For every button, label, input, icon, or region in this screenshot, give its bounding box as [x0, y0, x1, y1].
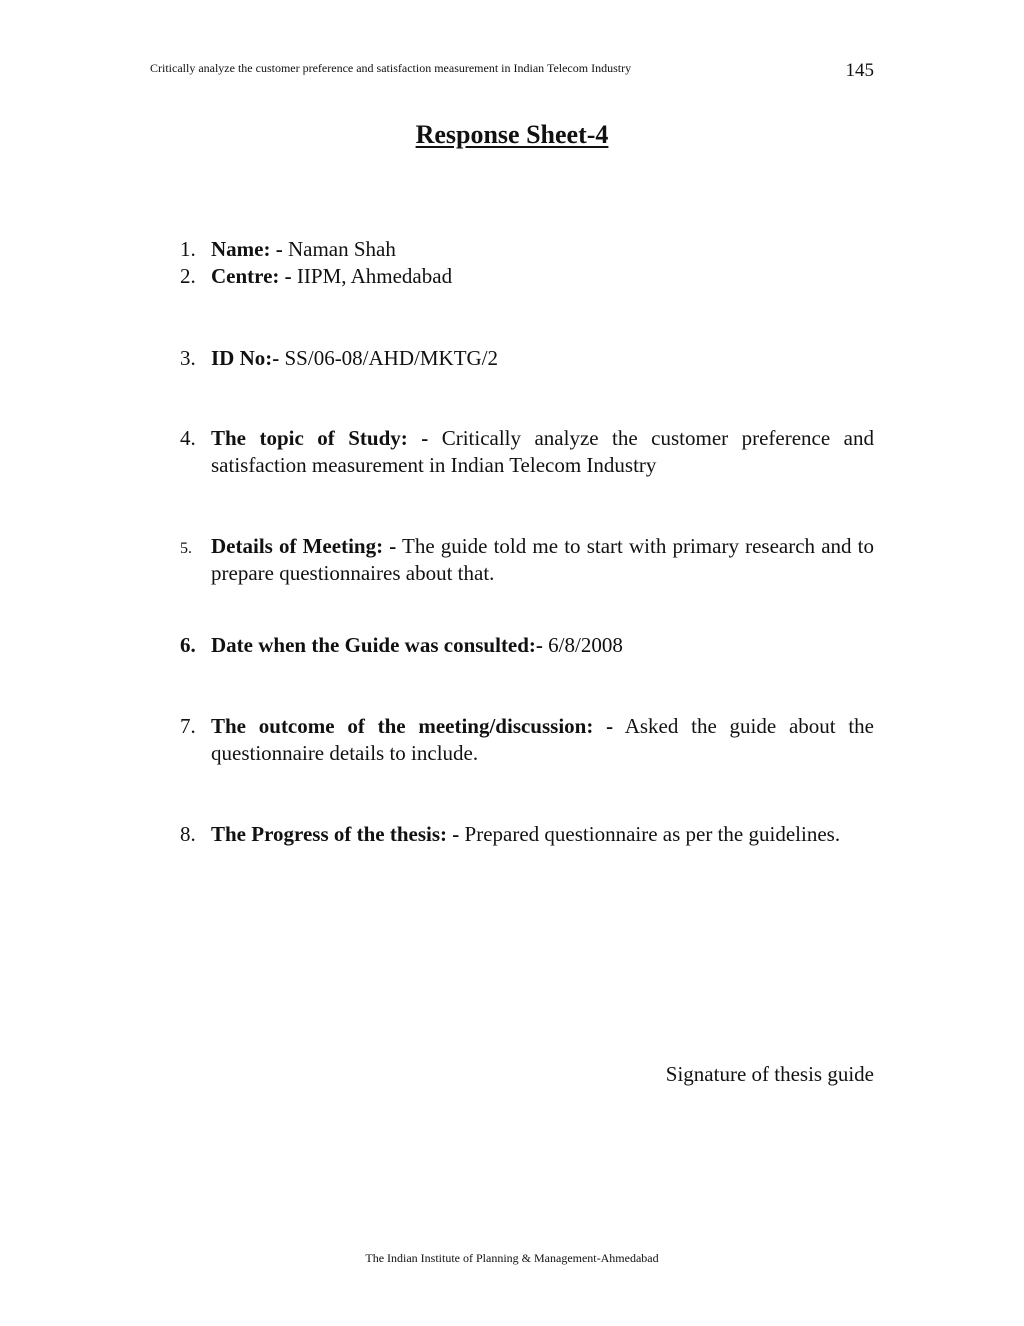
item-label: ID No:-: [211, 346, 280, 370]
item-label: The outcome of the meeting/discussion: -: [211, 714, 614, 738]
item-number: 7.: [180, 714, 196, 738]
item-value: Prepared questionnaire as per the guidelines.: [464, 822, 841, 846]
list-item-centre: [180, 263, 874, 290]
list-item-outcome: [180, 713, 874, 767]
item-value: Naman Shah: [287, 237, 396, 261]
item-value: 6/8/2008: [548, 633, 623, 657]
item-value: IIPM, Ahmedabad: [296, 264, 453, 288]
item-value: Asked the guide about the questionnaire details to include.: [211, 714, 875, 765]
item-label: Centre: -: [211, 264, 292, 288]
running-header: Critically analyze the customer preference and satisfaction measurement in Indian Telecom Industry: [150, 61, 632, 75]
list-item-meeting-details: [180, 533, 874, 587]
signature-label: Signature of thesis guide: [665, 1062, 874, 1086]
item-number: 3.: [180, 346, 196, 370]
item-value: SS/06-08/AHD/MKTG/2: [284, 346, 499, 370]
item-number: 8.: [180, 822, 196, 846]
item-label: Date when the Guide was consulted:-: [211, 633, 543, 657]
item-number: 6.: [180, 633, 196, 657]
item-number: 4.: [180, 426, 196, 450]
list-item-consult-date: [180, 632, 874, 659]
item-label: The Progress of the thesis: -: [211, 822, 460, 846]
item-label: Details of Meeting: -: [211, 534, 397, 558]
page-footer: The Indian Institute of Planning & Management-Ahmedabad: [365, 1251, 659, 1265]
page-title: Response Sheet-4: [415, 120, 609, 149]
item-value: Critically analyze the customer preference and satisfaction measurement in Indian Telecom Industry: [211, 426, 874, 477]
list-item-progress: [180, 821, 874, 848]
item-label: The topic of Study: -: [211, 426, 429, 450]
item-number: 5.: [180, 540, 192, 557]
list-item-name: [180, 236, 874, 263]
page-number: 145: [845, 60, 874, 81]
item-number: 1.: [180, 237, 196, 261]
item-number: 2.: [180, 264, 196, 288]
list-item-topic: [180, 425, 874, 479]
item-label: Name: -: [211, 237, 283, 261]
item-value: The guide told me to start with primary research and to prepare questionnaires about that.: [211, 534, 874, 585]
list-item-id: [180, 345, 874, 372]
